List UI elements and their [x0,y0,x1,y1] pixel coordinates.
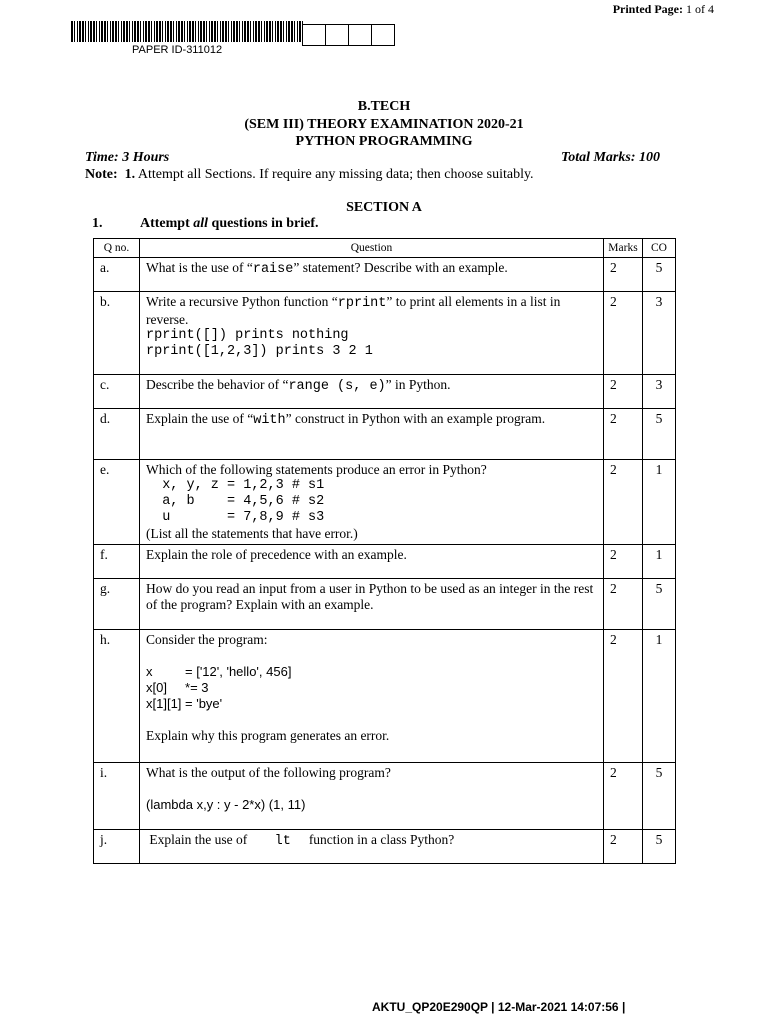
text-part: Consider the program: [146,632,268,647]
table-row [94,292,676,375]
table-row [94,579,676,630]
co-cell: 5 [643,763,676,830]
marks-cell: 2 [604,579,643,630]
inline-code: rprint [337,296,387,311]
question-text [140,460,604,545]
note-text: Attempt all Sections. If require any missing data; then choose suitably. [137,167,534,182]
co-cell: 3 [643,375,676,409]
co-cell: 5 [643,579,676,630]
row-number: g. [94,579,140,630]
row-number: i. [94,763,140,830]
question-text [140,409,604,460]
degree-title: B.TECH [357,99,411,114]
questions-table [93,238,676,864]
text-part: Explain why this program generates an error. [146,728,390,743]
total-marks: Total Marks: 100 [560,150,660,165]
header-question: Question [140,239,604,258]
marks-cell: 2 [604,545,643,579]
text-part: ” statement? Describe with an example. [293,260,508,275]
marks-cell: 2 [604,630,643,763]
barcode-image [71,21,303,42]
table-row [94,763,676,830]
question-text [140,258,604,292]
marks-cell: 2 [604,375,643,409]
text-part: function in a class Python? [308,832,455,847]
question-text [140,292,604,375]
question-text [140,830,604,864]
row-number: h. [94,630,140,763]
code-block: rprint([]) prints nothing rprint([1,2,3]) prints 3 2 1 [146,328,373,359]
row-number: a. [94,258,140,292]
code-block: x, y, z = 1,2,3 # s1 a, b = 4,5,6 # s2 u = 7,8,9 # s3 [162,478,325,525]
marks-cell: 2 [604,830,643,864]
header-co: CO [643,239,676,258]
section-title: SECTION A [346,200,422,215]
subject-title: PYTHON PROGRAMMING [295,134,473,149]
text-part: Write a recursive Python function “ [146,294,338,309]
roll-box [325,24,349,46]
note-number: 1. [124,167,136,182]
roll-number-boxes [303,24,395,46]
co-cell: 5 [643,409,676,460]
row-number: c. [94,375,140,409]
table-row [94,375,676,409]
co-cell: 5 [643,830,676,864]
footer-stamp: AKTU_QP20E290QP | 12-Mar-2021 14:07:56 | [372,1000,626,1014]
co-cell: 5 [643,258,676,292]
time-duration: Time: 3 Hours [85,150,170,165]
header-marks: Marks [604,239,643,258]
marks-cell: 2 [604,763,643,830]
roll-box [302,24,326,46]
text-part: What is the output of the following program? [146,765,391,780]
row-number: j. [94,830,140,864]
co-cell: 3 [643,292,676,375]
table-row [94,409,676,460]
inline-code: with [253,413,286,428]
row-number: e. [94,460,140,545]
table-row [94,630,676,763]
text-part: Which of the following statements produce an error in Python? [146,462,487,477]
row-number: d. [94,409,140,460]
text-part: ” construct in Python with an example program. [285,411,546,426]
question-text [140,763,604,830]
row-number: b. [94,292,140,375]
roll-box [348,24,372,46]
paper-id: PAPER ID-311012 [132,44,223,56]
row-number: f. [94,545,140,579]
marks-cell: 2 [604,292,643,375]
question-1-heading [92,216,319,232]
inline-code: range (s, e) [288,379,386,394]
co-cell: 1 [643,630,676,763]
table-row [94,830,676,864]
table-header-row [94,239,676,258]
text-part: Describe the behavior of “ [146,377,289,392]
question-text: How do you read an input from a user in Python to be used as an integer in the rest of the program? Explain with an example. [140,579,604,630]
question-text [140,375,604,409]
marks-cell: 2 [604,460,643,545]
question-number: 1. [92,216,103,231]
printed-page-indicator [613,2,714,17]
text-part: Explain the use of [149,832,251,847]
text-part: (List all the statements that have error.) [146,526,358,541]
header-qno: Q no. [94,239,140,258]
co-cell: 1 [643,545,676,579]
text-part: ” in Python. [385,377,451,392]
co-cell: 1 [643,460,676,545]
table-row [94,460,676,545]
inline-code: lt [274,834,291,849]
note [85,167,534,183]
question-text: Explain the role of precedence with an example. [140,545,604,579]
marks-cell: 2 [604,409,643,460]
code-block: x = ['12', 'hello', 456] x[0] *= 3 x[1][1] = 'bye' [146,664,292,711]
printed-page-label: Printed Page: [612,2,683,16]
heading-text-end: questions in brief. [208,216,319,231]
table-row [94,258,676,292]
inline-code: raise [252,262,294,277]
heading-text: Attempt [140,216,194,231]
text-part: Explain the use of “ [146,411,254,426]
marks-cell: 2 [604,258,643,292]
note-label: Note: [85,167,118,182]
question-text [140,630,604,763]
text-part: ” to print all elements in a list in reverse. [146,294,561,327]
roll-box [371,24,395,46]
exam-title: (SEM III) THEORY EXAMINATION 2020-21 [244,117,524,132]
text-part: What is the use of “ [146,260,253,275]
table-row [94,545,676,579]
printed-page-value: 1 of 4 [686,2,714,16]
heading-emphasis: all [193,216,209,231]
code-block: (lambda x,y : y - 2*x) (1, 11) [146,797,306,812]
